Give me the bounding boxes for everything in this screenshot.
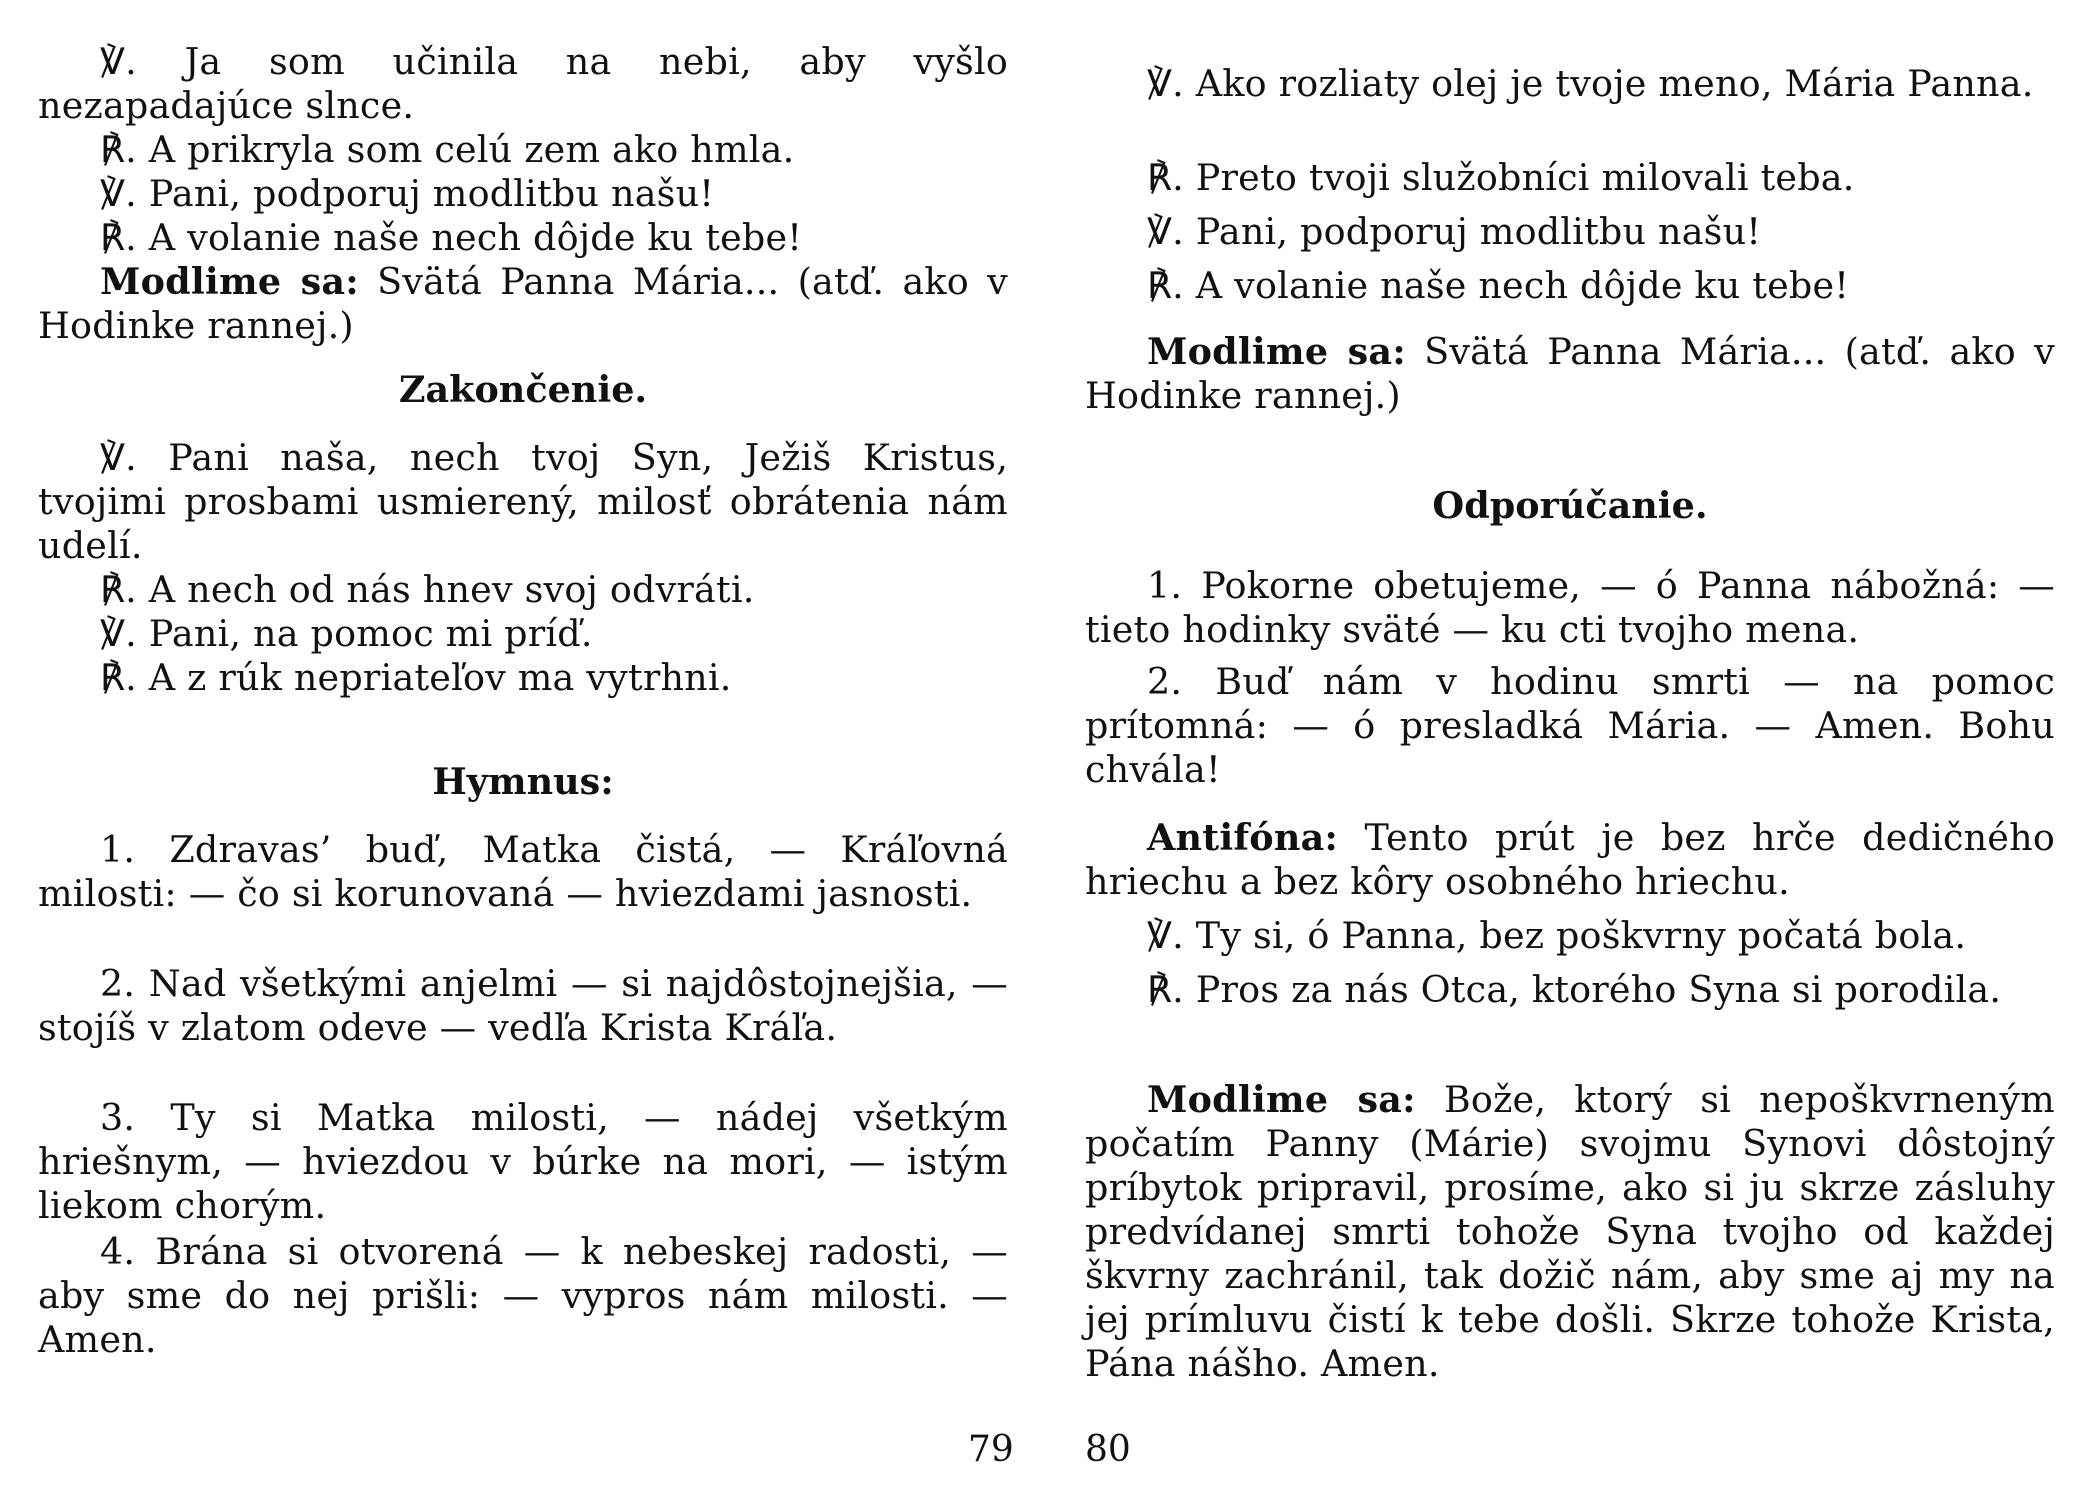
right-page [1085,0,2055,1500]
left-page [38,0,1014,1500]
page-number: 79 [968,1429,1014,1470]
response-text: ℟. Pros za nás Otca, ktorého Syna si porodila. [1147,968,2002,1011]
versicle-text: ℣. Pani, podporuj modlitbu našu! [100,172,715,215]
commendation-stanza: 2. Buď nám v hodinu smrti — na pomoc prítomná: — ó presladká Mária. — Amen. Bohu chvála! [1085,660,2055,791]
hymn-stanza: 2. Nad všetkými anjelmi — si najdôstojnejšia, — stojíš v zlatom odeve — vedľa Krista Kráľa. [38,962,1008,1049]
prayer-text: Svätá Panna Mária... (atď. ako v Hodinke rannej.) [1085,330,2055,417]
prayer-paragraph [38,260,1008,348]
response-text: ℟. A z rúk nepriateľov ma vytrhni. [100,656,732,699]
versicle-text: ℣. Ja som učinila na nebi, aby vyšlo nezapadajúce slnce. [38,40,1008,127]
prayer-label: Modlime sa: [100,260,359,303]
section-heading: Odporúčanie. [1432,484,1708,527]
versicle-text: ℣. Pani, na pomoc mi príď. [100,612,593,655]
prayer-label: Modlime sa: [1147,330,1406,373]
antiphon-text: Tento prút je bez hrče dedičného hriechu a bez kôry osobného hriechu. [1085,816,2055,903]
prayer-label: Modlime sa: [1147,1078,1416,1121]
section-heading: Zakončenie. [398,368,648,411]
prayer-text: Svätá Panna Mária... (atď. ako v Hodinke rannej.) [38,260,1008,347]
hymn-stanza: 4. Brána si otvorená — k nebeskej radosti, — aby sme do nej prišli: — vypros nám milosti. — Amen. [38,1230,1008,1361]
section-heading: Hymnus: [432,760,614,803]
antiphon-paragraph [1085,816,2055,904]
versicle-text: ℣. Pani naša, nech tvoj Syn, Ježiš Kristus, tvojimi prosbami usmierený, milosť obrátenia nám udelí. [38,436,1008,567]
versicle-text: ℣. Ty si, ó Panna, bez poškvrny počatá bola. [1147,914,1967,957]
hymn-stanza: 3. Ty si Matka milosti, — nádej všetkým hriešnym, — hviezdou v búrke na mori, — istým liekom chorým. [38,1096,1008,1227]
versicle-text: ℣. Ako rozliaty olej je tvoje meno, Mária Panna. [1147,62,2034,105]
commendation-stanza: 1. Pokorne obetujeme, — ó Panna nábožná: — tieto hodinky sväté — ku cti tvojho mena. [1085,564,2055,651]
prayer-text: Bože, ktorý si nepoškvrneným počatím Panny (Márie) svojmu Synovi dôstojný príbytok pripravil, prosíme, ako si ju skrze zásluhy predvídanej smrti tohože Syna tvojho od každej škvrny zachránil, tak dožič nám, aby sme aj my na jej prímluvu čistí k tebe došli. Skrze tohože Krista, Pána nášho. Amen. [1085,1078,2055,1385]
response-text: ℟. A volanie naše nech dôjde ku tebe! [100,216,803,259]
antiphon-label: Antifóna: [1147,816,1339,859]
versicle-text: ℣. Pani, podporuj modlitbu našu! [1147,210,1762,253]
response-text: ℟. A nech od nás hnev svoj odvráti. [100,568,755,611]
prayer-paragraph [1085,330,2055,418]
prayer-paragraph [1085,1078,2055,1386]
page-number: 80 [1085,1429,1131,1470]
response-text: ℟. Preto tvoji služobníci milovali teba. [1147,156,1855,199]
response-text: ℟. A prikryla som celú zem ako hmla. [100,128,795,171]
hymn-stanza: 1. Zdravas’ buď, Matka čistá, — Kráľovná milosti: — čo si korunovaná — hviezdami jasnosti. [38,828,1008,915]
response-text: ℟. A volanie naše nech dôjde ku tebe! [1147,264,1850,307]
